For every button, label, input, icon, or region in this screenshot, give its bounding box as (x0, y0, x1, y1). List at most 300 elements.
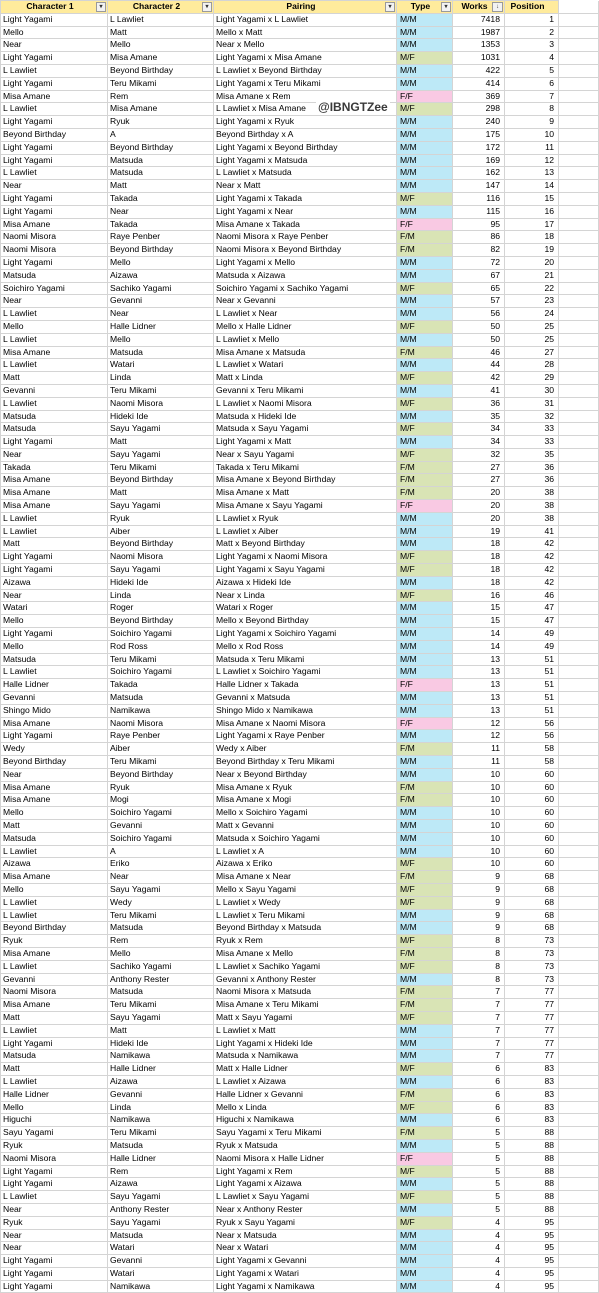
cell-character-2[interactable]: Takada (108, 679, 214, 692)
cell-character-1[interactable]: Near (1, 448, 108, 461)
cell-position[interactable]: 51 (505, 679, 559, 692)
empty-cell[interactable] (559, 308, 599, 321)
cell-position[interactable]: 83 (505, 1063, 559, 1076)
cell-pairing[interactable]: Light Yagami x Aizawa (214, 1178, 397, 1191)
cell-position[interactable]: 68 (505, 909, 559, 922)
empty-cell[interactable] (559, 1203, 599, 1216)
cell-type[interactable]: M/M (397, 820, 453, 833)
empty-cell[interactable] (559, 90, 599, 103)
cell-pairing[interactable]: Light Yagami x Near (214, 205, 397, 218)
cell-position[interactable]: 95 (505, 1267, 559, 1280)
cell-position[interactable]: 60 (505, 807, 559, 820)
cell-position[interactable]: 3 (505, 39, 559, 52)
cell-character-1[interactable]: Light Yagami (1, 52, 108, 65)
empty-cell[interactable] (559, 320, 599, 333)
empty-cell[interactable] (559, 77, 599, 90)
cell-position[interactable]: 47 (505, 602, 559, 615)
cell-character-2[interactable]: Raye Penber (108, 231, 214, 244)
cell-position[interactable]: 60 (505, 768, 559, 781)
cell-position[interactable]: 77 (505, 1011, 559, 1024)
cell-type[interactable]: M/F (397, 551, 453, 564)
cell-type[interactable]: F/M (397, 794, 453, 807)
cell-pairing[interactable]: Near x Matsuda (214, 1229, 397, 1242)
cell-position[interactable]: 11 (505, 141, 559, 154)
cell-type[interactable]: M/M (397, 768, 453, 781)
cell-type[interactable]: M/M (397, 1050, 453, 1063)
cell-character-2[interactable]: Soichiro Yagami (108, 807, 214, 820)
cell-pairing[interactable]: L Lawliet x A (214, 845, 397, 858)
cell-pairing[interactable]: Mello x Matt (214, 26, 397, 39)
cell-type[interactable]: M/M (397, 1037, 453, 1050)
empty-cell[interactable] (559, 1114, 599, 1127)
cell-type[interactable]: M/F (397, 589, 453, 602)
cell-pairing[interactable]: L Lawliet x Ryuk (214, 512, 397, 525)
cell-character-2[interactable]: Misa Amane (108, 52, 214, 65)
cell-character-2[interactable]: Rem (108, 1165, 214, 1178)
cell-works[interactable]: 27 (453, 461, 505, 474)
cell-type[interactable]: M/M (397, 64, 453, 77)
empty-cell[interactable] (559, 500, 599, 513)
cell-pairing[interactable]: Matsuda x Teru Mikami (214, 653, 397, 666)
cell-character-1[interactable]: Matt (1, 820, 108, 833)
cell-position[interactable]: 31 (505, 397, 559, 410)
cell-works[interactable]: 13 (453, 666, 505, 679)
empty-cell[interactable] (559, 1267, 599, 1280)
cell-pairing[interactable]: Misa Amane x Ryuk (214, 781, 397, 794)
cell-position[interactable]: 95 (505, 1280, 559, 1293)
cell-works[interactable]: 1031 (453, 52, 505, 65)
cell-character-2[interactable]: Gevanni (108, 1088, 214, 1101)
cell-works[interactable]: 10 (453, 794, 505, 807)
cell-type[interactable]: M/M (397, 116, 453, 129)
filter-dropdown-icon[interactable]: ▾ (96, 2, 106, 12)
cell-character-1[interactable]: Light Yagami (1, 1255, 108, 1268)
cell-character-2[interactable]: Linda (108, 372, 214, 385)
cell-character-1[interactable]: Matt (1, 1011, 108, 1024)
cell-character-1[interactable]: Misa Amane (1, 90, 108, 103)
cell-position[interactable]: 88 (505, 1165, 559, 1178)
empty-cell[interactable] (559, 1063, 599, 1076)
cell-type[interactable]: M/F (397, 1191, 453, 1204)
cell-type[interactable]: M/M (397, 205, 453, 218)
cell-character-2[interactable]: Watari (108, 359, 214, 372)
cell-type[interactable]: M/M (397, 807, 453, 820)
cell-type[interactable]: M/F (397, 1101, 453, 1114)
cell-pairing[interactable]: Misa Amane x Mello (214, 947, 397, 960)
cell-works[interactable]: 10 (453, 781, 505, 794)
filter-dropdown-icon[interactable]: ▾ (441, 2, 451, 12)
cell-type[interactable]: F/M (397, 231, 453, 244)
cell-position[interactable]: 23 (505, 295, 559, 308)
cell-character-1[interactable]: Light Yagami (1, 1267, 108, 1280)
cell-character-1[interactable]: Light Yagami (1, 192, 108, 205)
cell-character-1[interactable]: Mello (1, 26, 108, 39)
cell-position[interactable]: 46 (505, 589, 559, 602)
cell-pairing[interactable]: L Lawliet x Sachiko Yagami (214, 960, 397, 973)
cell-character-2[interactable]: Beyond Birthday (108, 474, 214, 487)
empty-cell[interactable] (559, 205, 599, 218)
cell-type[interactable]: F/F (397, 90, 453, 103)
cell-works[interactable]: 4 (453, 1216, 505, 1229)
cell-pairing[interactable]: Matsuda x Aizawa (214, 269, 397, 282)
cell-type[interactable]: M/M (397, 1178, 453, 1191)
empty-cell[interactable] (559, 743, 599, 756)
cell-works[interactable]: 8 (453, 935, 505, 948)
cell-pairing[interactable]: Light Yagami x Naomi Misora (214, 551, 397, 564)
cell-type[interactable]: M/F (397, 423, 453, 436)
cell-character-1[interactable]: Near (1, 1242, 108, 1255)
cell-character-2[interactable]: Beyond Birthday (108, 538, 214, 551)
empty-cell[interactable] (559, 423, 599, 436)
empty-cell[interactable] (559, 781, 599, 794)
cell-character-1[interactable]: Naomi Misora (1, 986, 108, 999)
cell-works[interactable]: 5 (453, 1127, 505, 1140)
cell-pairing[interactable]: Near x Watari (214, 1242, 397, 1255)
cell-position[interactable]: 32 (505, 410, 559, 423)
cell-character-2[interactable]: Halle Lidner (108, 1152, 214, 1165)
cell-character-2[interactable]: Anthony Rester (108, 973, 214, 986)
cell-position[interactable]: 2 (505, 26, 559, 39)
cell-position[interactable]: 83 (505, 1075, 559, 1088)
cell-works[interactable]: 19 (453, 525, 505, 538)
cell-type[interactable]: F/M (397, 346, 453, 359)
cell-position[interactable]: 77 (505, 1037, 559, 1050)
cell-character-1[interactable]: Near (1, 768, 108, 781)
cell-character-1[interactable]: L Lawliet (1, 960, 108, 973)
cell-pairing[interactable]: Mello x Halle Lidner (214, 320, 397, 333)
cell-character-2[interactable]: Gevanni (108, 820, 214, 833)
cell-position[interactable]: 38 (505, 500, 559, 513)
cell-works[interactable]: 116 (453, 192, 505, 205)
cell-position[interactable]: 60 (505, 832, 559, 845)
cell-character-2[interactable]: Namikawa (108, 1280, 214, 1293)
cell-character-2[interactable]: Ryuk (108, 781, 214, 794)
cell-character-2[interactable]: Teru Mikami (108, 653, 214, 666)
empty-cell[interactable] (559, 231, 599, 244)
cell-character-2[interactable]: Sachiko Yagami (108, 282, 214, 295)
cell-character-2[interactable]: Beyond Birthday (108, 64, 214, 77)
cell-character-2[interactable]: Rem (108, 90, 214, 103)
empty-cell[interactable] (559, 1139, 599, 1152)
cell-type[interactable]: M/M (397, 704, 453, 717)
cell-works[interactable]: 34 (453, 436, 505, 449)
cell-character-2[interactable]: Sayu Yagami (108, 1011, 214, 1024)
cell-position[interactable]: 88 (505, 1139, 559, 1152)
empty-cell[interactable] (559, 679, 599, 692)
empty-cell[interactable] (559, 167, 599, 180)
cell-position[interactable]: 83 (505, 1114, 559, 1127)
cell-character-2[interactable]: Matsuda (108, 1139, 214, 1152)
cell-position[interactable]: 88 (505, 1127, 559, 1140)
cell-pairing[interactable]: Matt x Sayu Yagami (214, 1011, 397, 1024)
cell-works[interactable]: 6 (453, 1101, 505, 1114)
cell-character-2[interactable]: Anthony Rester (108, 1203, 214, 1216)
empty-cell[interactable] (559, 346, 599, 359)
cell-character-1[interactable]: Light Yagami (1, 1280, 108, 1293)
cell-pairing[interactable]: Light Yagami x Namikawa (214, 1280, 397, 1293)
cell-type[interactable]: M/F (397, 564, 453, 577)
cell-works[interactable]: 6 (453, 1075, 505, 1088)
empty-cell[interactable] (559, 1101, 599, 1114)
cell-pairing[interactable]: Light Yagami x Ryuk (214, 116, 397, 129)
cell-position[interactable]: 77 (505, 1024, 559, 1037)
cell-character-1[interactable]: Misa Amane (1, 794, 108, 807)
cell-character-1[interactable]: Gevanni (1, 692, 108, 705)
cell-works[interactable]: 7 (453, 986, 505, 999)
cell-works[interactable]: 7 (453, 1037, 505, 1050)
cell-character-2[interactable]: Ryuk (108, 512, 214, 525)
cell-character-1[interactable]: Light Yagami (1, 77, 108, 90)
empty-cell[interactable] (559, 474, 599, 487)
cell-character-1[interactable]: L Lawliet (1, 666, 108, 679)
cell-position[interactable]: 51 (505, 653, 559, 666)
empty-cell[interactable] (559, 589, 599, 602)
cell-works[interactable]: 4 (453, 1280, 505, 1293)
filter-dropdown-icon[interactable]: ▾ (202, 2, 212, 12)
cell-type[interactable]: F/F (397, 1152, 453, 1165)
empty-cell[interactable] (559, 807, 599, 820)
empty-cell[interactable] (559, 410, 599, 423)
empty-cell[interactable] (559, 1152, 599, 1165)
cell-type[interactable]: M/M (397, 359, 453, 372)
cell-type[interactable]: M/M (397, 295, 453, 308)
cell-character-1[interactable]: Light Yagami (1, 141, 108, 154)
cell-works[interactable]: 9 (453, 871, 505, 884)
cell-position[interactable]: 68 (505, 871, 559, 884)
cell-character-2[interactable]: Eriko (108, 858, 214, 871)
cell-character-1[interactable]: L Lawliet (1, 64, 108, 77)
cell-character-1[interactable]: Light Yagami (1, 256, 108, 269)
cell-works[interactable]: 44 (453, 359, 505, 372)
cell-position[interactable]: 41 (505, 525, 559, 538)
cell-position[interactable]: 15 (505, 192, 559, 205)
cell-character-2[interactable]: L Lawliet (108, 13, 214, 26)
cell-type[interactable]: M/M (397, 1075, 453, 1088)
cell-character-2[interactable]: Near (108, 205, 214, 218)
cell-works[interactable]: 5 (453, 1152, 505, 1165)
cell-pairing[interactable]: Light Yagami x Gevanni (214, 1255, 397, 1268)
cell-type[interactable]: M/M (397, 538, 453, 551)
cell-type[interactable]: M/M (397, 973, 453, 986)
cell-type[interactable]: M/F (397, 883, 453, 896)
cell-position[interactable]: 60 (505, 845, 559, 858)
empty-cell[interactable] (559, 615, 599, 628)
cell-position[interactable]: 88 (505, 1152, 559, 1165)
cell-character-1[interactable]: Light Yagami (1, 13, 108, 26)
empty-cell[interactable] (559, 960, 599, 973)
cell-pairing[interactable]: Light Yagami x Watari (214, 1267, 397, 1280)
empty-cell[interactable] (559, 730, 599, 743)
empty-cell[interactable] (559, 1280, 599, 1293)
empty-cell[interactable] (559, 935, 599, 948)
cell-pairing[interactable]: L Lawliet x Matt (214, 1024, 397, 1037)
cell-position[interactable]: 36 (505, 461, 559, 474)
cell-type[interactable]: M/M (397, 1255, 453, 1268)
cell-works[interactable]: 10 (453, 845, 505, 858)
cell-position[interactable]: 88 (505, 1203, 559, 1216)
cell-character-1[interactable]: Light Yagami (1, 116, 108, 129)
cell-character-1[interactable]: L Lawliet (1, 1191, 108, 1204)
cell-pairing[interactable]: Light Yagami x Matt (214, 436, 397, 449)
cell-character-1[interactable]: Near (1, 589, 108, 602)
empty-cell[interactable] (559, 666, 599, 679)
empty-cell[interactable] (559, 653, 599, 666)
cell-character-2[interactable]: Gevanni (108, 295, 214, 308)
cell-works[interactable]: 18 (453, 538, 505, 551)
cell-type[interactable]: M/M (397, 128, 453, 141)
empty-cell[interactable] (559, 180, 599, 193)
cell-position[interactable]: 20 (505, 256, 559, 269)
cell-character-1[interactable]: Aizawa (1, 576, 108, 589)
cell-position[interactable]: 38 (505, 487, 559, 500)
cell-character-1[interactable]: Mello (1, 883, 108, 896)
cell-character-1[interactable]: Light Yagami (1, 1165, 108, 1178)
cell-type[interactable]: F/F (397, 679, 453, 692)
cell-position[interactable]: 77 (505, 986, 559, 999)
cell-type[interactable]: M/M (397, 269, 453, 282)
cell-character-1[interactable]: Aizawa (1, 858, 108, 871)
cell-type[interactable]: M/F (397, 1011, 453, 1024)
cell-character-1[interactable]: Matsuda (1, 269, 108, 282)
empty-cell[interactable] (559, 922, 599, 935)
cell-character-1[interactable]: Near (1, 1229, 108, 1242)
cell-character-1[interactable]: L Lawliet (1, 359, 108, 372)
cell-character-2[interactable]: Matt (108, 180, 214, 193)
cell-pairing[interactable]: Misa Amane x Near (214, 871, 397, 884)
cell-works[interactable]: 6 (453, 1063, 505, 1076)
cell-works[interactable]: 5 (453, 1178, 505, 1191)
cell-pairing[interactable]: Gevanni x Matsuda (214, 692, 397, 705)
cell-position[interactable]: 56 (505, 730, 559, 743)
cell-position[interactable]: 8 (505, 103, 559, 116)
cell-character-2[interactable]: Matsuda (108, 692, 214, 705)
cell-pairing[interactable]: Misa Amane x Sayu Yagami (214, 500, 397, 513)
cell-pairing[interactable]: Near x Gevanni (214, 295, 397, 308)
cell-character-1[interactable]: Naomi Misora (1, 231, 108, 244)
empty-cell[interactable] (559, 525, 599, 538)
cell-works[interactable]: 8 (453, 973, 505, 986)
cell-character-1[interactable]: Light Yagami (1, 436, 108, 449)
cell-character-2[interactable]: Naomi Misora (108, 717, 214, 730)
header-character-2[interactable] (108, 1, 214, 14)
cell-position[interactable]: 22 (505, 282, 559, 295)
empty-cell[interactable] (559, 871, 599, 884)
cell-pairing[interactable]: L Lawliet x Teru Mikami (214, 909, 397, 922)
cell-position[interactable]: 35 (505, 448, 559, 461)
cell-character-1[interactable]: Matsuda (1, 1050, 108, 1063)
cell-position[interactable]: 60 (505, 794, 559, 807)
cell-position[interactable]: 33 (505, 436, 559, 449)
cell-type[interactable]: M/M (397, 154, 453, 167)
header-pairing[interactable] (214, 1, 397, 14)
cell-position[interactable]: 60 (505, 781, 559, 794)
cell-works[interactable]: 175 (453, 128, 505, 141)
cell-character-2[interactable]: Watari (108, 1267, 214, 1280)
cell-position[interactable]: 95 (505, 1255, 559, 1268)
cell-position[interactable]: 68 (505, 922, 559, 935)
cell-character-1[interactable]: Near (1, 1203, 108, 1216)
cell-type[interactable]: F/F (397, 218, 453, 231)
cell-works[interactable]: 5 (453, 1203, 505, 1216)
empty-cell[interactable] (559, 64, 599, 77)
cell-works[interactable]: 9 (453, 922, 505, 935)
cell-type[interactable]: M/M (397, 1203, 453, 1216)
cell-pairing[interactable]: Shingo Mido x Namikawa (214, 704, 397, 717)
cell-pairing[interactable]: Matsuda x Hideki Ide (214, 410, 397, 423)
cell-character-2[interactable]: Teru Mikami (108, 77, 214, 90)
cell-works[interactable]: 41 (453, 384, 505, 397)
cell-works[interactable]: 12 (453, 717, 505, 730)
sort-descending-filter-icon[interactable]: ↓ (492, 2, 503, 12)
cell-character-2[interactable]: Raye Penber (108, 730, 214, 743)
cell-works[interactable]: 7 (453, 1024, 505, 1037)
header-character-1[interactable] (1, 1, 108, 14)
cell-pairing[interactable]: Misa Amane x Naomi Misora (214, 717, 397, 730)
empty-cell[interactable] (559, 896, 599, 909)
cell-pairing[interactable]: Near x Sayu Yagami (214, 448, 397, 461)
cell-position[interactable]: 5 (505, 64, 559, 77)
cell-character-2[interactable]: Rem (108, 935, 214, 948)
cell-position[interactable]: 51 (505, 692, 559, 705)
cell-position[interactable]: 58 (505, 756, 559, 769)
empty-cell[interactable] (559, 282, 599, 295)
cell-type[interactable]: M/M (397, 922, 453, 935)
cell-character-1[interactable]: Matt (1, 372, 108, 385)
cell-works[interactable]: 5 (453, 1165, 505, 1178)
cell-character-1[interactable]: Light Yagami (1, 1178, 108, 1191)
cell-pairing[interactable]: L Lawliet x Watari (214, 359, 397, 372)
cell-type[interactable]: M/M (397, 1242, 453, 1255)
cell-character-1[interactable]: L Lawliet (1, 397, 108, 410)
cell-type[interactable]: M/M (397, 167, 453, 180)
cell-type[interactable]: M/F (397, 397, 453, 410)
cell-position[interactable]: 68 (505, 883, 559, 896)
empty-cell[interactable] (559, 1229, 599, 1242)
empty-cell[interactable] (559, 858, 599, 871)
cell-character-2[interactable]: Linda (108, 1101, 214, 1114)
empty-cell[interactable] (559, 564, 599, 577)
cell-character-2[interactable]: Sayu Yagami (108, 1216, 214, 1229)
cell-character-2[interactable]: Matsuda (108, 1229, 214, 1242)
cell-pairing[interactable]: Light Yagami x Matsuda (214, 154, 397, 167)
cell-character-2[interactable]: Matt (108, 487, 214, 500)
cell-position[interactable]: 28 (505, 359, 559, 372)
cell-type[interactable]: M/F (397, 103, 453, 116)
cell-pairing[interactable]: L Lawliet x Misa Amane (214, 103, 397, 116)
cell-position[interactable]: 49 (505, 640, 559, 653)
cell-pairing[interactable]: Aizawa x Eriko (214, 858, 397, 871)
cell-pairing[interactable]: Matt x Halle Lidner (214, 1063, 397, 1076)
cell-character-1[interactable]: Light Yagami (1, 1037, 108, 1050)
cell-character-2[interactable]: A (108, 128, 214, 141)
cell-position[interactable]: 33 (505, 423, 559, 436)
cell-character-1[interactable]: L Lawliet (1, 525, 108, 538)
cell-pairing[interactable]: L Lawliet x Aizawa (214, 1075, 397, 1088)
cell-type[interactable]: M/M (397, 628, 453, 641)
cell-character-2[interactable]: Mello (108, 947, 214, 960)
empty-cell[interactable] (559, 1037, 599, 1050)
cell-type[interactable]: M/F (397, 52, 453, 65)
cell-works[interactable]: 8 (453, 960, 505, 973)
cell-position[interactable]: 73 (505, 935, 559, 948)
cell-type[interactable]: M/F (397, 935, 453, 948)
cell-character-1[interactable]: Ryuk (1, 1216, 108, 1229)
cell-character-1[interactable]: Watari (1, 602, 108, 615)
cell-pairing[interactable]: Naomi Misora x Beyond Birthday (214, 244, 397, 257)
cell-pairing[interactable]: Near x Beyond Birthday (214, 768, 397, 781)
cell-character-2[interactable]: Matsuda (108, 986, 214, 999)
cell-type[interactable]: M/M (397, 845, 453, 858)
